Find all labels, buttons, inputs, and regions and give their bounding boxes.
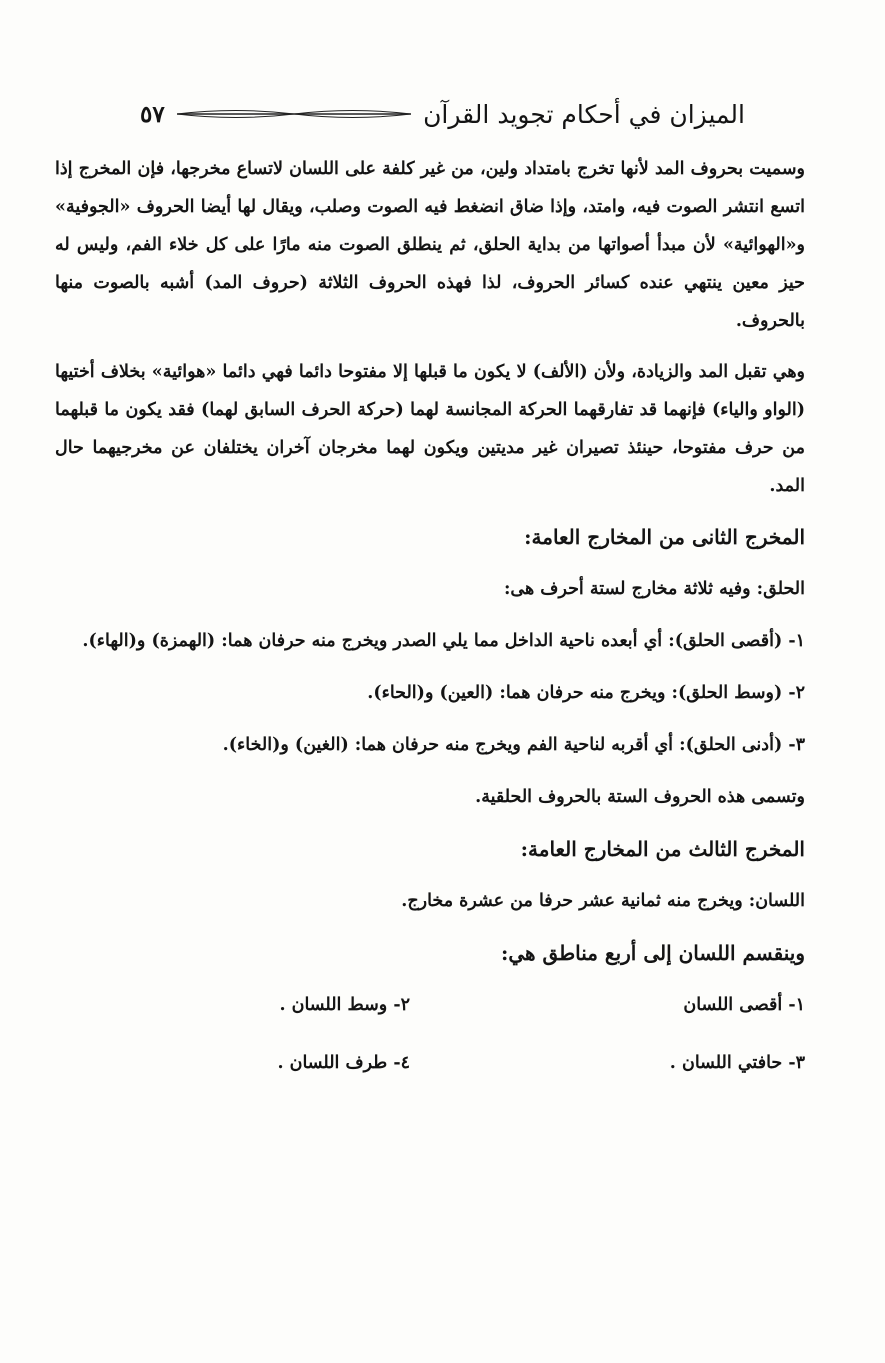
subheading-tongue-regions: وينقسم اللسان إلى أربع مناطق هي: <box>500 941 805 965</box>
section-intro-text: وفيه ثلاثة مخارج لستة أحرف هى: <box>503 579 751 599</box>
tongue-regions-list <box>55 986 805 1102</box>
section-heading-second-exit: المخرج الثانى من المخارج العامة: <box>524 525 805 549</box>
section-heading-third-exit: المخرج الثالث من المخارج العامة: <box>520 837 805 861</box>
section-intro-text: ويخرج منه ثمانية عشر حرفا من عشرة مخارج. <box>401 891 743 911</box>
section-intro <box>55 570 805 608</box>
section-intro-lead: اللسان: <box>748 891 805 911</box>
list-item: ٣- (أدنى الحلق): أي أقربه لناحية الفم ويخرج منه حرفان هما: (الغين) و(الخاء). <box>222 735 805 755</box>
paragraph: وسميت بحروف المد لأنها تخرج بامتداد ولين، من غير كلفة على اللسان لاتساع مخرجها، فإن المخرج إذا اتسع انتشر الصوت فيه، وامتد، وإذا ضاق انضغط فيه الصوت وصلب، ويقال لها أيضا الحروف «الجوفية» و«الهوائية» لأن مبدأ أصواتها من بداية الحلق، ثم ينطلق الصوت منه مارًا على كل خلاء الفم، وليس له حيز معين ينتهي عنده كسائر الحروف، لذا فهذه الحروف الثلاثة (حروف المد) أشبه بالصوت منها بالحروف. <box>55 159 805 331</box>
running-header <box>140 92 745 136</box>
book-title: الميزان في أحكام تجويد القرآن <box>423 99 745 129</box>
paragraph: وهي تقبل المد والزيادة، ولأن (الألف) لا يكون ما قبلها إلا مفتوحا دائما فهي دائما «هوائية» بخلاف أختيها (الواو والياء) فإنهما قد تفارقهما الحركة المجانسة لهما (حركة الحرف السابق لهما) فقد يكون ما قبلهما من حرف مفتوحا، حينئذ تصيران غير مديتين ويكون لهما مخرجان آخران يختلفان عن مخرجيهما حال المد. <box>55 362 805 496</box>
ornament-line-icon <box>177 106 411 122</box>
page-body <box>55 150 805 1102</box>
section-intro <box>55 882 805 920</box>
closing-line: وتسمى هذه الحروف الستة بالحروف الحلقية. <box>475 787 805 807</box>
list-item: ٣- حافتي اللسان . <box>669 1053 805 1073</box>
list-item: ١- (أقصى الحلق): أي أبعده ناحية الداخل مما يلي الصدر ويخرج منه حرفان هما: (الهمزة) و(الهاء). <box>82 631 805 651</box>
list-item: ١- أقصى اللسان <box>683 995 805 1015</box>
list-item: ٢- وسط اللسان . <box>279 995 410 1015</box>
list-item: ٤- طرف اللسان . <box>277 1053 410 1073</box>
section-intro-lead: الحلق: <box>756 579 805 599</box>
list-item: ٢- (وسط الحلق): ويخرج منه حرفان هما: (العين) و(الحاء). <box>367 683 805 703</box>
page-number: ٥٧ <box>140 100 165 128</box>
